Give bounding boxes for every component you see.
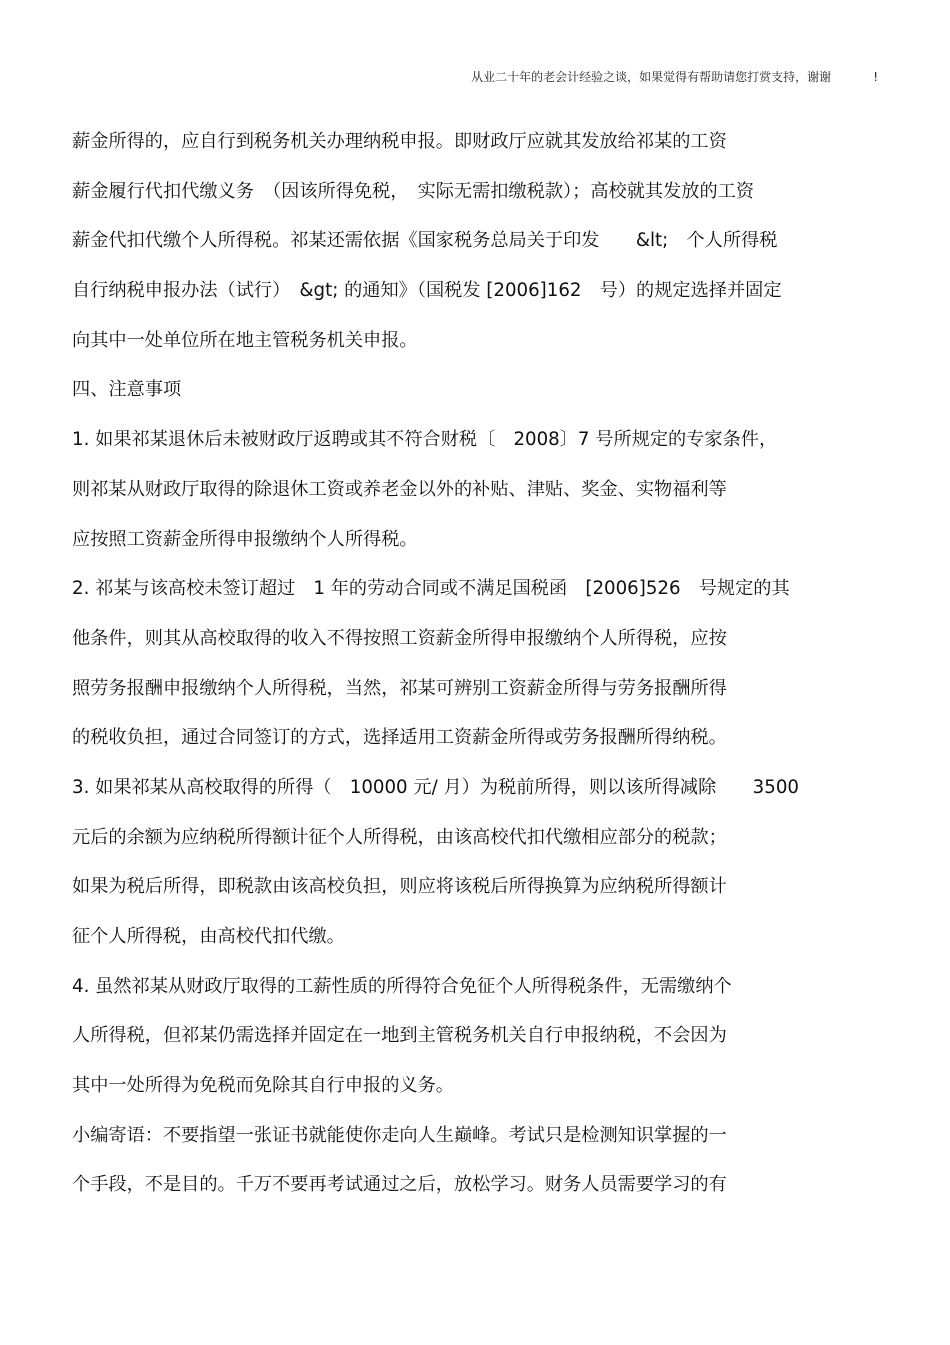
item-4-line-2: 人所得税，但祁某仍需选择并固定在一地到主管税务机关自行申报纳税，不会因为	[72, 1025, 727, 1047]
header-note-end: !	[873, 70, 878, 84]
editor-note-line-2: 个手段，不是目的。千万不要再考试通过之后，放松学习。财务人员需要学习的有	[72, 1174, 727, 1196]
item-4-line-1: 4. 虽然祁某从财政厅取得的工薪性质的所得符合免征个人所得税条件，无需缴纳个	[72, 975, 732, 997]
paragraph-line-5: 向其中一处单位所在地主管税务机关申报。	[72, 329, 418, 351]
item-1-line-2: 则祁某从财政厅取得的除退休工资或养老金以外的补贴、津贴、奖金、实物福利等	[72, 478, 727, 500]
item-2-line-1: 2. 祁某与该高校未签订超过 1 年的劳动合同或不满足国税函 [2006]526 号规定的其	[72, 578, 790, 600]
item-3-line-3: 如果为税后所得，即税款由该高校负担，则应将该税后所得换算为应纳税所得额计	[72, 876, 727, 898]
item-1-line-1: 1. 如果祁某退休后未被财政厅返聘或其不符合财税〔 2008〕7 号所规定的专家条件，	[72, 429, 778, 451]
item-4-line-3: 其中一处所得为免税而免除其自行申报的义务。	[72, 1075, 454, 1097]
item-2-line-2: 他条件，则其从高校取得的收入不得按照工资薪金所得申报缴纳个人所得税，应按	[72, 627, 727, 649]
document-body	[72, 122, 877, 1215]
paragraph-line-1: 薪金所得的，应自行到税务机关办理纳税申报。即财政厅应就其发放给祁某的工资	[72, 131, 727, 152]
item-2-line-4: 的税收负担，通过合同签订的方式，选择适用工资薪金所得或劳务报酬所得纳税。	[72, 727, 727, 749]
paragraph-line-2: 薪金履行代扣代缴义务 （因该所得免税， 实际无需扣缴税款）；高校就其发放的工资	[72, 180, 755, 202]
paragraph-line-4: 自行纳税申报办法（试行） &gt; 的通知》（国税发 [2006]162 号）的规定选择并固定	[72, 280, 782, 302]
item-2-line-3: 照劳务报酬申报缴纳个人所得税，当然，祁某可辨别工资薪金所得与劳务报酬所得	[72, 677, 727, 699]
item-3-line-4: 征个人所得税，由高校代扣代缴。	[72, 926, 345, 947]
item-3-line-2: 元后的余额为应纳税所得额计征个人所得税，由该高校代扣代缴相应部分的税款；	[72, 826, 727, 848]
header-note-text: 从业二十年的老会计经验之谈，如果觉得有帮助请您打赏支持，谢谢	[471, 70, 832, 84]
header-note	[471, 68, 878, 86]
item-3-line-1: 3. 如果祁某从高校取得的所得（ 10000 元/ 月）为税前所得，则以该所得减除 3500	[72, 776, 799, 798]
section-heading: 四、注意事项	[72, 379, 182, 401]
paragraph-line-3: 薪金代扣代缴个人所得税。祁某还需依据《国家税务总局关于印发 &lt; 个人所得税	[72, 230, 778, 252]
item-1-line-3: 应按照工资薪金所得申报缴纳个人所得税。	[72, 528, 418, 550]
editor-note-line-1: 小编寄语：不要指望一张证书就能使你走向人生巅峰。考试只是检测知识掌握的一	[72, 1124, 727, 1146]
